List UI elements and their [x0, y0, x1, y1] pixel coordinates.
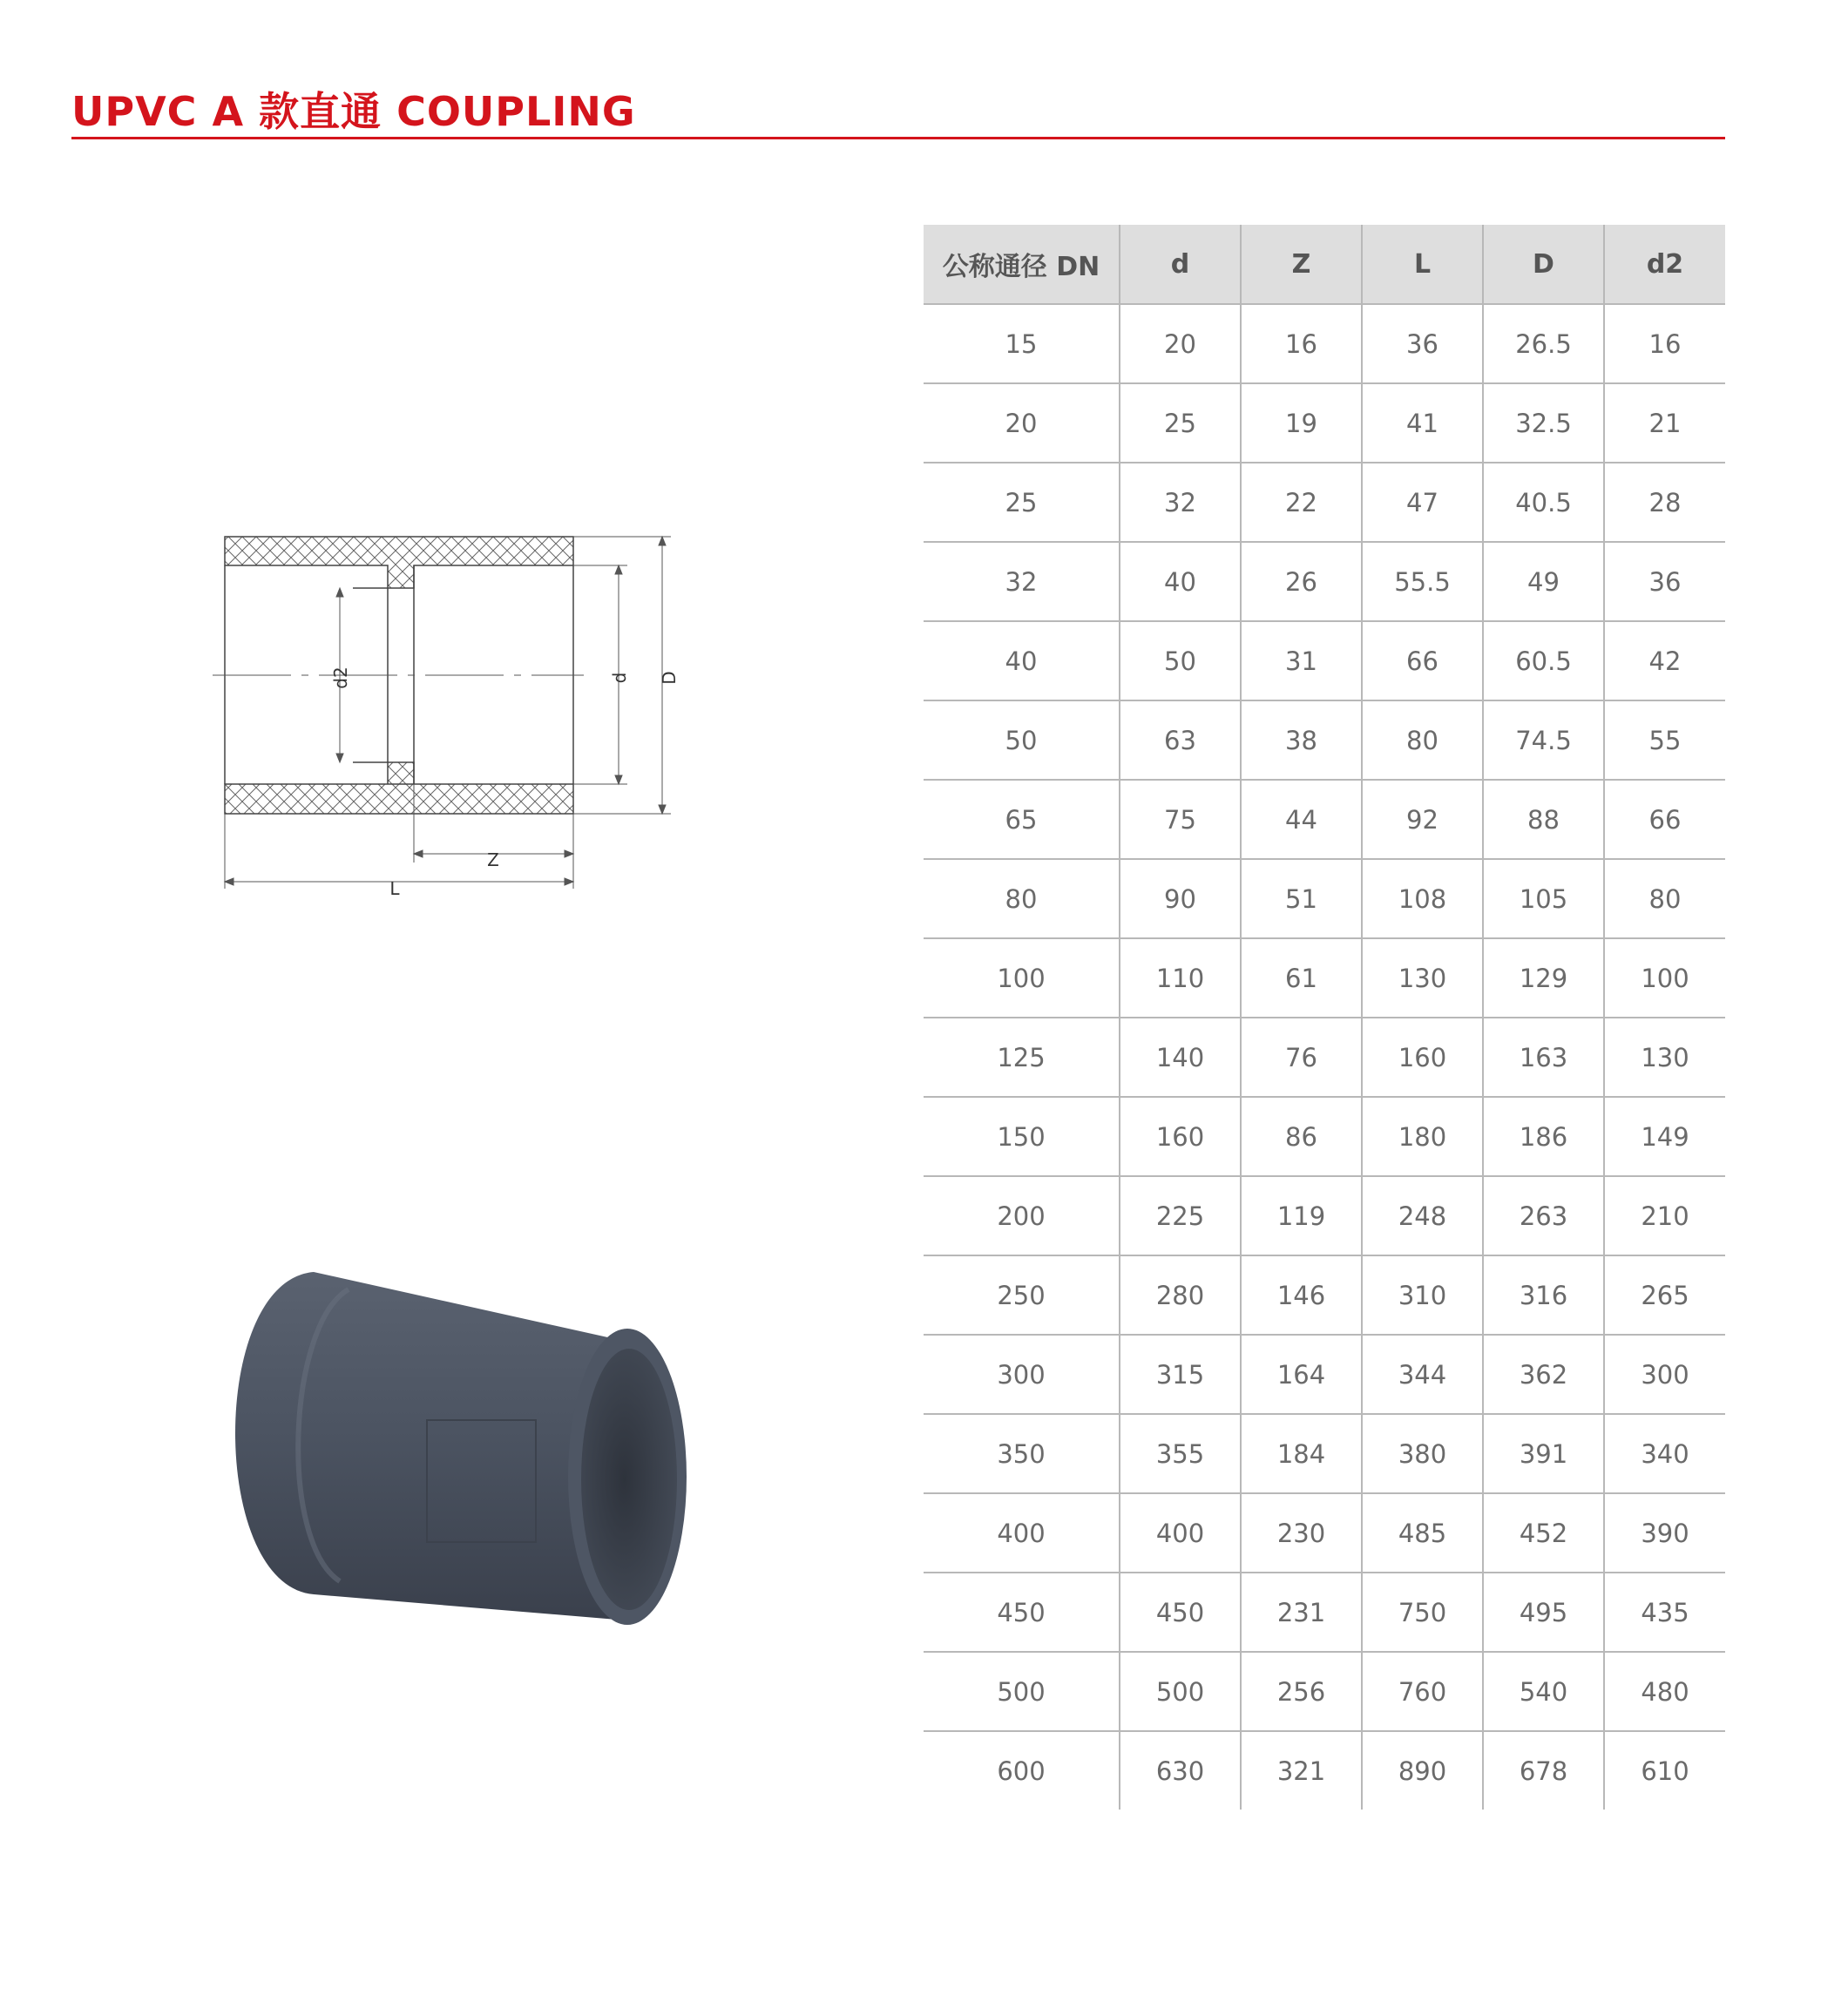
table-cell: 36: [1362, 304, 1483, 383]
table-row: [924, 542, 1725, 621]
table-cell: 230: [1241, 1493, 1362, 1573]
col-header-d: d: [1120, 225, 1241, 304]
table-cell: 400: [924, 1493, 1120, 1573]
table-cell: 248: [1362, 1176, 1483, 1255]
table-cell: 26: [1241, 542, 1362, 621]
table-cell: 256: [1241, 1652, 1362, 1731]
table-cell: 164: [1241, 1335, 1362, 1414]
table-row: [924, 1573, 1725, 1652]
table-cell: 74.5: [1483, 700, 1604, 780]
table-cell: 40: [1120, 542, 1241, 621]
table-header-row: [924, 225, 1725, 304]
table-cell: 495: [1483, 1573, 1604, 1652]
table-cell: 184: [1241, 1414, 1362, 1493]
table-row: [924, 383, 1725, 463]
table-cell: 25: [924, 463, 1120, 542]
table-cell: 316: [1483, 1255, 1604, 1335]
table-cell: 60.5: [1483, 621, 1604, 700]
table-cell: 100: [1604, 938, 1725, 1018]
col-header-l: L: [1362, 225, 1483, 304]
table-cell: 66: [1604, 780, 1725, 859]
coupling-product-photo: [209, 1255, 697, 1673]
table-cell: 450: [1120, 1573, 1241, 1652]
table-cell: 300: [1604, 1335, 1725, 1414]
table-cell: 90: [1120, 859, 1241, 938]
table-cell: 344: [1362, 1335, 1483, 1414]
table-row: [924, 1731, 1725, 1810]
col-header-dn: 公称通径 DN: [924, 225, 1120, 304]
table-row: [924, 1097, 1725, 1176]
table-cell: 630: [1120, 1731, 1241, 1810]
table-row: [924, 1018, 1725, 1097]
table-cell: 50: [1120, 621, 1241, 700]
table-cell: 31: [1241, 621, 1362, 700]
table-row: [924, 1176, 1725, 1255]
table-cell: 28: [1604, 463, 1725, 542]
table-cell: 362: [1483, 1335, 1604, 1414]
table-cell: 450: [924, 1573, 1120, 1652]
table-cell: 435: [1604, 1573, 1725, 1652]
table-cell: 130: [1604, 1018, 1725, 1097]
table-cell: 390: [1604, 1493, 1725, 1573]
table-cell: 25: [1120, 383, 1241, 463]
table-cell: 160: [1120, 1097, 1241, 1176]
table-cell: 119: [1241, 1176, 1362, 1255]
table-cell: 38: [1241, 700, 1362, 780]
table-row: [924, 1335, 1725, 1414]
table-row: [924, 304, 1725, 383]
table-cell: 32.5: [1483, 383, 1604, 463]
table-cell: 65: [924, 780, 1120, 859]
table-cell: 32: [924, 542, 1120, 621]
table-cell: 80: [1362, 700, 1483, 780]
table-cell: 225: [1120, 1176, 1241, 1255]
table-cell: 16: [1241, 304, 1362, 383]
table-cell: 92: [1362, 780, 1483, 859]
table-cell: 500: [924, 1652, 1120, 1731]
dim-label-Z: Z: [487, 849, 499, 870]
table-cell: 86: [1241, 1097, 1362, 1176]
table-cell: 610: [1604, 1731, 1725, 1810]
table-cell: 26.5: [1483, 304, 1604, 383]
table-cell: 263: [1483, 1176, 1604, 1255]
table-cell: 400: [1120, 1493, 1241, 1573]
title-divider: [71, 137, 1725, 139]
table-cell: 100: [924, 938, 1120, 1018]
table-row: [924, 780, 1725, 859]
table-cell: 200: [924, 1176, 1120, 1255]
table-row: [924, 621, 1725, 700]
page-title: UPVC A 款直通 COUPLING: [71, 88, 636, 135]
dim-label-d2: d2: [330, 666, 351, 689]
table-cell: 140: [1120, 1018, 1241, 1097]
table-cell: 540: [1483, 1652, 1604, 1731]
table-row: [924, 1652, 1725, 1731]
table-cell: 250: [924, 1255, 1120, 1335]
table-cell: 20: [924, 383, 1120, 463]
table-cell: 210: [1604, 1176, 1725, 1255]
table-row: [924, 463, 1725, 542]
col-header-d2: d2: [1604, 225, 1725, 304]
table-cell: 149: [1604, 1097, 1725, 1176]
table-cell: 47: [1362, 463, 1483, 542]
table-cell: 231: [1241, 1573, 1362, 1652]
table-cell: 108: [1362, 859, 1483, 938]
table-cell: 129: [1483, 938, 1604, 1018]
table-cell: 600: [924, 1731, 1120, 1810]
dim-label-d: d: [609, 672, 630, 684]
table-cell: 61: [1241, 938, 1362, 1018]
table-cell: 380: [1362, 1414, 1483, 1493]
table-cell: 80: [1604, 859, 1725, 938]
table-cell: 88: [1483, 780, 1604, 859]
table-cell: 75: [1120, 780, 1241, 859]
table-cell: 41: [1362, 383, 1483, 463]
table-cell: 321: [1241, 1731, 1362, 1810]
table-cell: 163: [1483, 1018, 1604, 1097]
table-cell: 391: [1483, 1414, 1604, 1493]
table-cell: 150: [924, 1097, 1120, 1176]
table-cell: 355: [1120, 1414, 1241, 1493]
table-cell: 66: [1362, 621, 1483, 700]
table-cell: 452: [1483, 1493, 1604, 1573]
table-cell: 130: [1362, 938, 1483, 1018]
table-cell: 36: [1604, 542, 1725, 621]
table-cell: 32: [1120, 463, 1241, 542]
table-cell: 750: [1362, 1573, 1483, 1652]
table-cell: 265: [1604, 1255, 1725, 1335]
coupling-cross-section-drawing: [200, 523, 723, 906]
table-cell: 22: [1241, 463, 1362, 542]
table-row: [924, 1255, 1725, 1335]
table-cell: 51: [1241, 859, 1362, 938]
table-cell: 44: [1241, 780, 1362, 859]
table-cell: 485: [1362, 1493, 1483, 1573]
table-cell: 180: [1362, 1097, 1483, 1176]
table-row: [924, 859, 1725, 938]
table-row: [924, 1493, 1725, 1573]
table-cell: 50: [924, 700, 1120, 780]
table-cell: 146: [1241, 1255, 1362, 1335]
table-cell: 125: [924, 1018, 1120, 1097]
table-cell: 49: [1483, 542, 1604, 621]
table-row: [924, 700, 1725, 780]
table-cell: 315: [1120, 1335, 1241, 1414]
table-cell: 21: [1604, 383, 1725, 463]
table-cell: 678: [1483, 1731, 1604, 1810]
table-cell: 42: [1604, 621, 1725, 700]
col-header-outer-d: D: [1483, 225, 1604, 304]
table-cell: 310: [1362, 1255, 1483, 1335]
table-cell: 300: [924, 1335, 1120, 1414]
table-cell: 55: [1604, 700, 1725, 780]
table-cell: 186: [1483, 1097, 1604, 1176]
table-cell: 105: [1483, 859, 1604, 938]
table-cell: 280: [1120, 1255, 1241, 1335]
table-cell: 76: [1241, 1018, 1362, 1097]
table-cell: 20: [1120, 304, 1241, 383]
table-cell: 15: [924, 304, 1120, 383]
table-cell: 340: [1604, 1414, 1725, 1493]
table-cell: 110: [1120, 938, 1241, 1018]
table-cell: 160: [1362, 1018, 1483, 1097]
table-cell: 55.5: [1362, 542, 1483, 621]
table-cell: 16: [1604, 304, 1725, 383]
table-cell: 63: [1120, 700, 1241, 780]
table-cell: 890: [1362, 1731, 1483, 1810]
table-cell: 40.5: [1483, 463, 1604, 542]
table-row: [924, 938, 1725, 1018]
col-header-z: Z: [1241, 225, 1362, 304]
table-cell: 480: [1604, 1652, 1725, 1731]
table-cell: 40: [924, 621, 1120, 700]
table-cell: 350: [924, 1414, 1120, 1493]
dimension-table: [924, 225, 1725, 1810]
table-cell: 19: [1241, 383, 1362, 463]
dim-label-L: L: [389, 878, 400, 899]
table-cell: 760: [1362, 1652, 1483, 1731]
table-cell: 500: [1120, 1652, 1241, 1731]
table-row: [924, 1414, 1725, 1493]
table-cell: 80: [924, 859, 1120, 938]
dim-label-D: D: [659, 671, 680, 685]
